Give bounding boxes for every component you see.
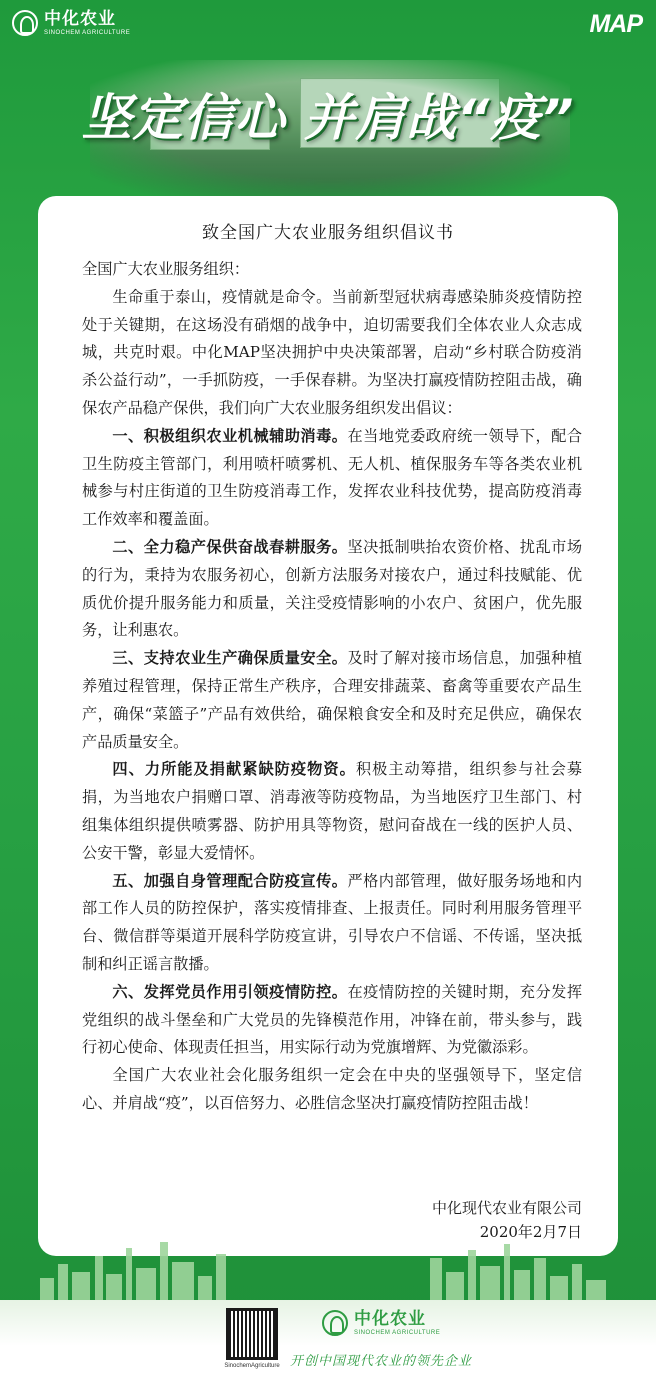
banner <box>0 40 656 200</box>
map-logo: MAP <box>589 10 642 38</box>
initiative-heading: 六、发挥党员作用引领疫情防控。 <box>112 982 348 1001</box>
footer-logo <box>322 1310 440 1336</box>
initiative-item-4 <box>82 756 582 867</box>
letter-date: 2020年2月7日 <box>479 1223 582 1241</box>
initiative-heading: 三、支持农业生产确保质量安全。 <box>112 649 348 668</box>
initiative-item-6 <box>82 979 582 1062</box>
initiative-text: 在疫情防控的关键时期，充分发挥党组织的战斗堡垒和广大党员的先锋模范作用，冲锋在前，带头参与，践行初心使命、体现责任担当，用实际行动为党旗增辉、为党徽添彩。 <box>82 982 583 1057</box>
initiative-text: 严格内部管理，做好服务场地和内部工作人员的防控保护，落实疫情排查、上报责任。同时利用服务管理平台、微信群等渠道开展科学防疫宣讲，引导农户不信谣、不传谣，坚决抵制和纠正谣言散播。 <box>82 871 583 973</box>
city-skyline <box>0 1228 656 1308</box>
letter-card <box>38 196 618 1256</box>
footer-brand-en: SINOCHEM AGRICULTURE <box>354 1329 441 1336</box>
sinochem-logo-icon <box>12 10 38 36</box>
letter-salutation: 全国广大农业服务组织： <box>82 260 250 278</box>
initiative-heading: 二、全力稳产保供奋战春耕服务。 <box>112 537 348 556</box>
header-brand-cn: 中化农业 <box>44 8 116 29</box>
initiative-heading: 一、积极组织农业机械辅助消毒。 <box>112 426 348 445</box>
letter-title: 致全国广大农业服务组织倡议书 <box>202 223 454 243</box>
initiative-item-5 <box>82 868 582 979</box>
letter-intro: 生命重于泰山，疫情就是命令。当前新型冠状病毒感染肺炎疫情防控处于关键期，在这场没有硝烟的战争中，迫切需要我们全体农业人众志成城，共克时艰。中化MAP坚决拥护中央决策部署，启动“乡村联合防疫消杀公益行动”，一手抓防疫，一手保春耕。为坚决打赢疫情防控阻击战，确保农产品稳产保供，我们向广大农业服务组织发出倡议： <box>82 287 582 417</box>
initiative-item-1 <box>82 423 582 534</box>
footer-brand-cn: 中化农业 <box>354 1308 426 1329</box>
initiative-heading: 五、加强自身管理配合防疫宣传。 <box>112 871 348 890</box>
footer-slogan: 开创中国现代农业的领先企业 <box>289 1354 472 1369</box>
initiative-text: 积极主动筹措，组织参与社会募捐，为当地农户捐赠口罩、消毒液等防疫物品，为当地医疗卫生部门、村组集体组织提供喷雾器、防护用具等物资，慰问奋战在一线的医护人员、公安干警，彰显大爱情怀。 <box>82 760 583 862</box>
initiative-item-3 <box>82 645 582 756</box>
header-brand-en: SINOCHEM AGRICULTURE <box>44 29 131 36</box>
initiative-text: 在当地党委政府统一领导下，配合卫生防疫主管部门，利用喷杆喷雾机、无人机、植保服务车等各类农业机械参与村庄街道的卫生防疫消毒工作，发挥农业科技优势，提高防疫消毒工作效率和覆盖面。 <box>82 426 583 529</box>
qr-code[interactable] <box>226 1308 278 1360</box>
banner-title: 坚定信心 并肩战“疫” <box>81 89 575 147</box>
letter-closing: 全国广大农业社会化服务组织一定会在中央的坚强领导下，坚定信心、并肩战“疫”，以百倍努力、必胜信念坚决打赢疫情防控阻击战！ <box>82 1066 582 1112</box>
sinochem-logo-icon <box>322 1310 348 1336</box>
letter-body <box>82 256 582 1118</box>
letter-signature: 中化现代农业有限公司 <box>431 1199 582 1217</box>
header-logo <box>12 10 130 36</box>
initiative-heading: 四、力所能及捐献紧缺防疫物资。 <box>112 760 356 779</box>
initiative-text: 坚决抵制哄抬农资价格、扰乱市场的行为，秉持为农服务初心，创新方法服务对接农户，通过科技赋能、优质优价提升服务能力和质量，关注受疫情影响的小农户、贫困户，优先服务，让利惠农。 <box>82 537 583 640</box>
qr-caption: SinochemAgriculture <box>224 1363 280 1369</box>
initiative-text: 及时了解对接市场信息，加强种植养殖过程管理，保持正常生产秩序，合理安排蔬菜、畜禽等重要农产品生产，确保“菜篮子”产品有效供给，确保粮食安全和及时充足供应，确保农产品质量安全。 <box>82 649 583 751</box>
banner-ground <box>90 155 570 200</box>
initiative-item-2 <box>82 534 582 645</box>
